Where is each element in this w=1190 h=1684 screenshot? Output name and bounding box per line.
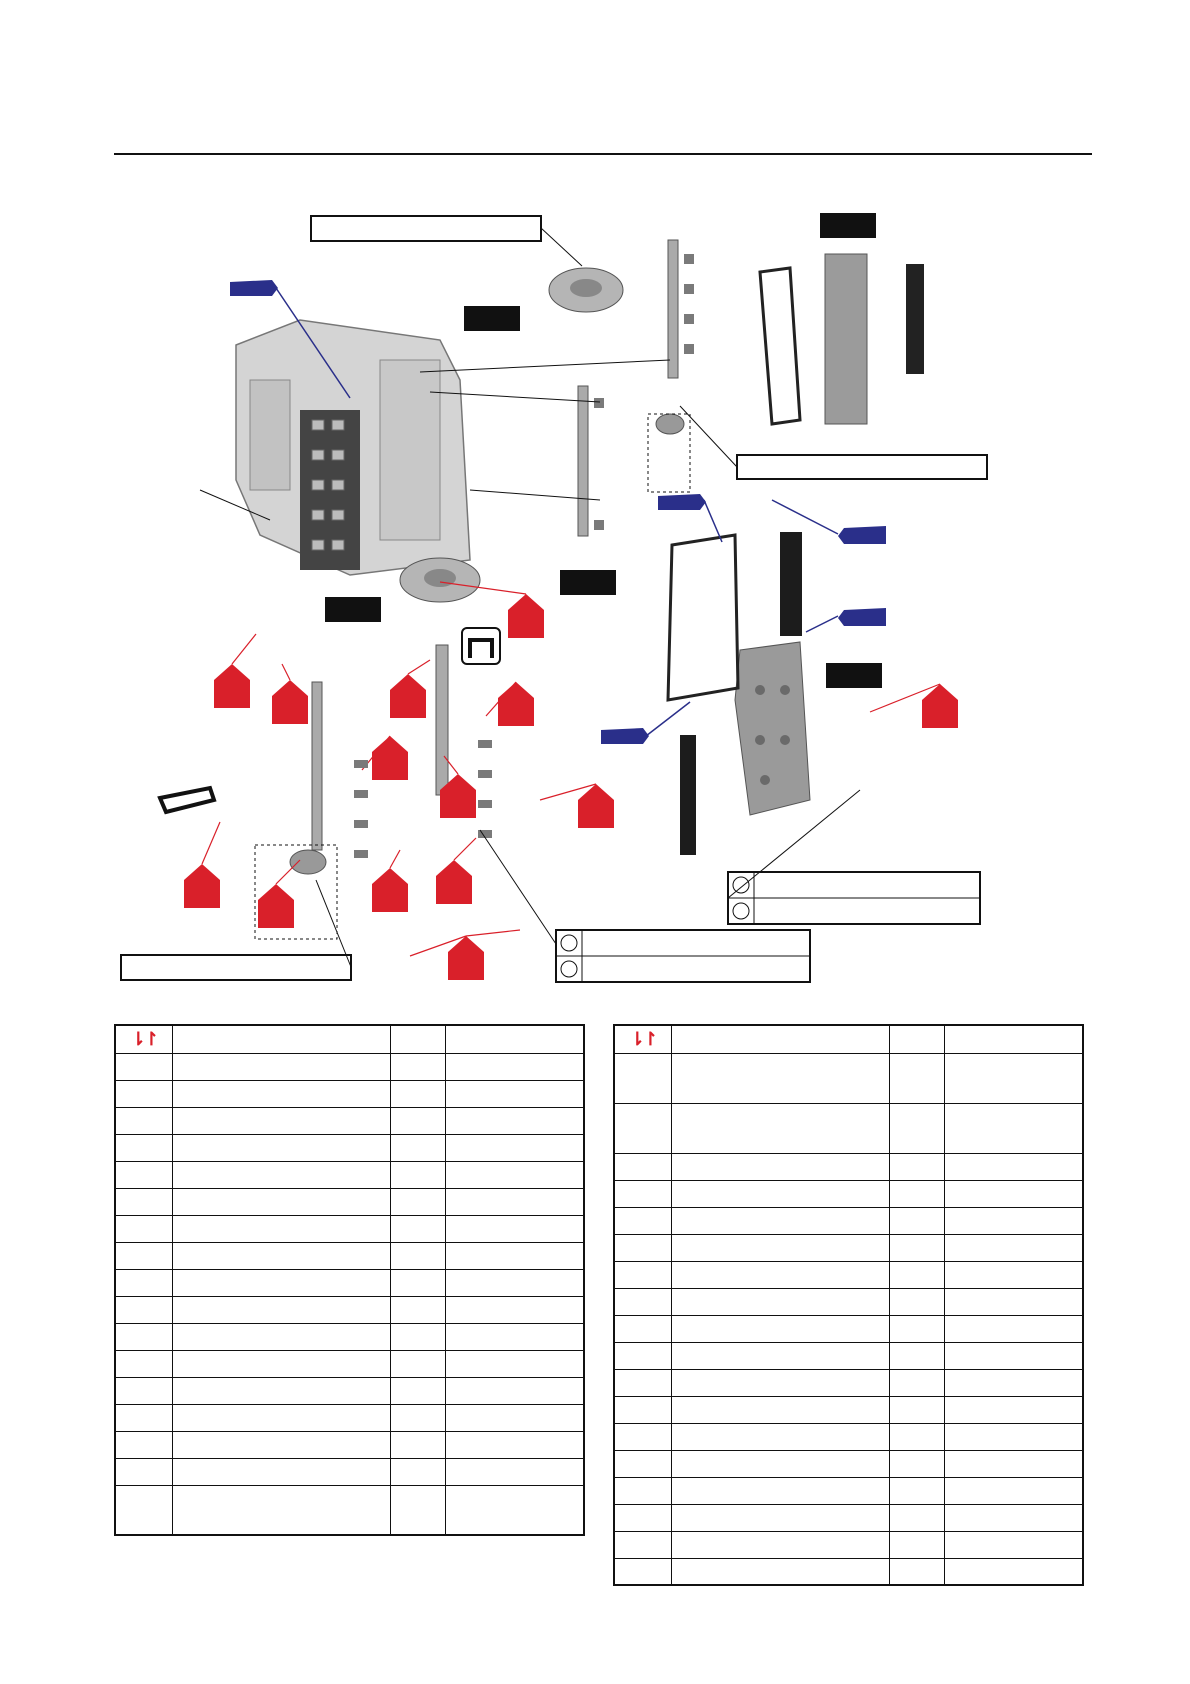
cam-gear-mid bbox=[400, 558, 480, 602]
lifter bbox=[478, 740, 492, 748]
parts-table-left bbox=[114, 1024, 585, 1536]
oil-symbol-12 bbox=[372, 868, 408, 912]
table-row bbox=[614, 1477, 1083, 1504]
lifter bbox=[478, 800, 492, 808]
cam-cap bbox=[684, 254, 694, 264]
sealant-tag-3 bbox=[838, 526, 886, 544]
oil-symbol-2 bbox=[272, 680, 308, 724]
cam-cap bbox=[684, 314, 694, 324]
table-row bbox=[115, 1404, 584, 1431]
oil-symbol-1 bbox=[214, 664, 250, 708]
parts-table-right bbox=[613, 1024, 1084, 1586]
table-row bbox=[614, 1423, 1083, 1450]
torque-sequence-icon: ⇂↾ bbox=[130, 1028, 157, 1049]
legend-box-right bbox=[728, 872, 980, 924]
table-row bbox=[614, 1234, 1083, 1261]
table-row bbox=[614, 1504, 1083, 1531]
cam-cap bbox=[594, 398, 604, 408]
table-row bbox=[614, 1153, 1083, 1180]
sealant-tag-5 bbox=[601, 728, 649, 744]
sealant-tag-1 bbox=[230, 280, 278, 296]
oil-symbol-4 bbox=[508, 594, 544, 638]
side-plate-upper bbox=[780, 532, 802, 636]
table-row bbox=[115, 1296, 584, 1323]
table-row bbox=[115, 1458, 584, 1485]
table-row bbox=[115, 1377, 584, 1404]
oil-symbol-3 bbox=[390, 674, 426, 718]
cam-cap bbox=[684, 284, 694, 294]
lifter bbox=[354, 760, 368, 768]
callout-box-top bbox=[311, 216, 541, 241]
table-row bbox=[614, 1180, 1083, 1207]
view-label-5 bbox=[826, 663, 882, 688]
sealant-tag-4 bbox=[838, 608, 886, 626]
table-row bbox=[614, 1531, 1083, 1558]
oil-symbol-6 bbox=[372, 736, 408, 780]
lifter bbox=[354, 850, 368, 858]
table-row bbox=[115, 1053, 584, 1080]
oil-symbol-11 bbox=[258, 884, 294, 928]
lifter bbox=[478, 770, 492, 778]
sealant-symbol bbox=[462, 628, 500, 664]
oil-symbol-13 bbox=[436, 860, 472, 904]
view-label-1 bbox=[820, 213, 876, 238]
callout-box-bottom-left bbox=[121, 955, 351, 980]
sealant-tag-2 bbox=[658, 494, 706, 510]
table-row bbox=[115, 1350, 584, 1377]
legend-box-bottom bbox=[556, 930, 810, 982]
cam-sprocket-bottom bbox=[290, 850, 326, 874]
cover-gasket bbox=[668, 535, 738, 700]
oil-symbol-9 bbox=[922, 684, 958, 728]
side-plate-lower bbox=[680, 735, 696, 855]
lifter bbox=[354, 820, 368, 828]
table-row bbox=[115, 1134, 584, 1161]
table-row bbox=[115, 1323, 584, 1350]
oil-symbol-14 bbox=[448, 936, 484, 980]
cam-cap bbox=[684, 344, 694, 354]
table-row bbox=[614, 1315, 1083, 1342]
cam-cap bbox=[594, 520, 604, 530]
manifold-gasket bbox=[760, 268, 800, 424]
view-label-3 bbox=[560, 570, 616, 595]
cylinder-head-assembly bbox=[236, 320, 470, 575]
table-row bbox=[614, 1396, 1083, 1423]
oil-symbol-5 bbox=[498, 682, 534, 726]
table-row bbox=[614, 1261, 1083, 1288]
table-row bbox=[614, 1207, 1083, 1234]
table-row bbox=[115, 1080, 584, 1107]
table-row bbox=[614, 1558, 1083, 1585]
table-row bbox=[614, 1288, 1083, 1315]
table-header-row bbox=[614, 1025, 1083, 1053]
view-label-4 bbox=[325, 597, 381, 622]
header-icon-cell bbox=[614, 1025, 671, 1053]
table-row bbox=[614, 1369, 1083, 1396]
table-row bbox=[115, 1161, 584, 1188]
table-row bbox=[115, 1107, 584, 1134]
table-row bbox=[115, 1242, 584, 1269]
table-row bbox=[115, 1215, 584, 1242]
table-header-row bbox=[115, 1025, 584, 1053]
timing-belt bbox=[160, 788, 214, 812]
camshaft-top bbox=[668, 240, 678, 378]
oil-symbol-10 bbox=[184, 864, 220, 908]
camshaft-lower bbox=[436, 645, 448, 795]
rocker-cover bbox=[735, 642, 810, 815]
header-icon-cell bbox=[115, 1025, 172, 1053]
lifter bbox=[354, 790, 368, 798]
table-row bbox=[614, 1450, 1083, 1477]
oil-symbol-8 bbox=[578, 784, 614, 828]
table-row bbox=[115, 1431, 584, 1458]
table-row bbox=[614, 1053, 1083, 1103]
camshaft-left bbox=[312, 682, 322, 850]
table-row bbox=[115, 1269, 584, 1296]
table-row bbox=[614, 1103, 1083, 1153]
cam-sprocket-small bbox=[656, 414, 684, 434]
camshaft-mid bbox=[578, 386, 588, 536]
table-row bbox=[614, 1342, 1083, 1369]
cam-gear-top bbox=[549, 268, 623, 312]
torque-sequence-icon: ⇂↾ bbox=[629, 1028, 656, 1049]
view-label-2 bbox=[464, 306, 520, 331]
manifold-plate bbox=[906, 264, 924, 374]
intake-manifold bbox=[825, 254, 867, 424]
table-row bbox=[115, 1485, 584, 1535]
callout-box-right bbox=[737, 455, 987, 479]
table-row bbox=[115, 1188, 584, 1215]
